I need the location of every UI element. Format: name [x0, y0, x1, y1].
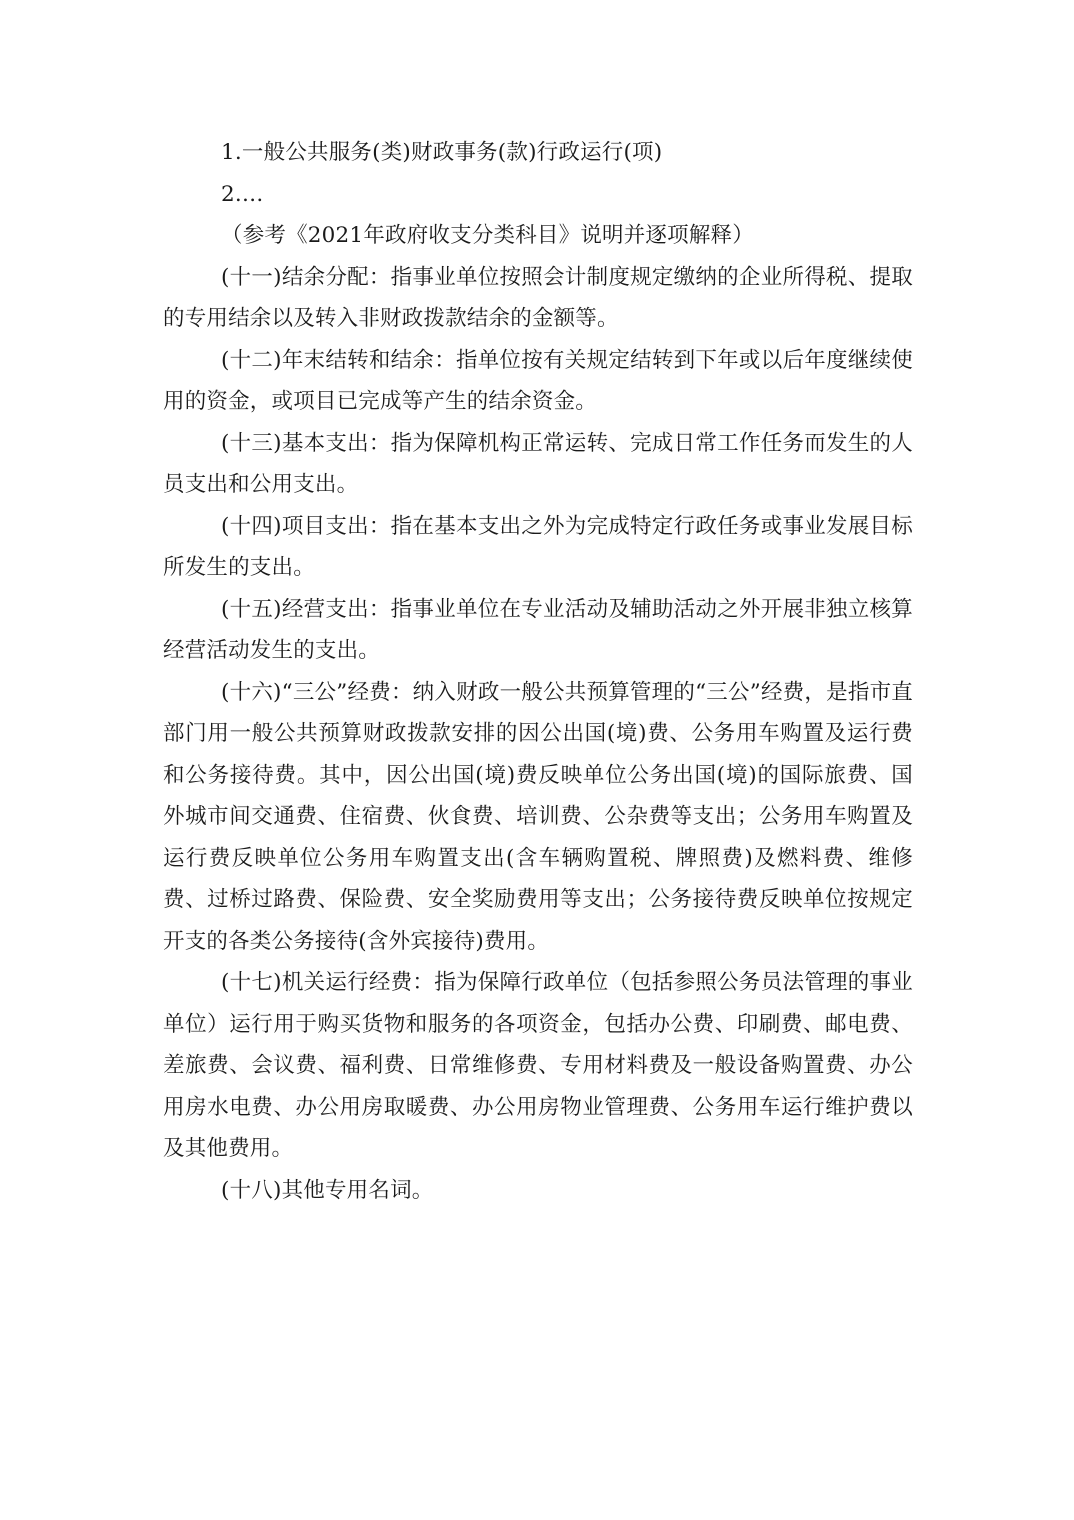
- definition-17: (十七)机关运行经费：指为保障行政单位（包括参照公务员法管理的事业单位）运行用于购买货物和服务的各项资金，包括办公费、印刷费、邮电费、差旅费、会议费、福利费、日常维修费、专用材料费及一般设备购置费、办公用房水电费、办公用房取暖费、办公用房物业管理费、公务用车运行维护费以及其他费用。: [163, 970, 913, 1161]
- reference-note: （参考《2021年政府收支分类科目》说明并逐项解释）: [221, 223, 754, 248]
- definition-11: (十一)结余分配：指事业单位按照会计制度规定缴纳的企业所得税、提取的专用结余以及转入非财政拨款结余的金额等。: [163, 264, 913, 331]
- definition-13: (十三)基本支出：指为保障机构正常运转、完成日常工作任务而发生的人员支出和公用支出。: [163, 430, 913, 497]
- definition-18: (十八)其他专用名词。: [221, 1177, 434, 1203]
- list-item-2: 2.…: [221, 181, 264, 207]
- document-page: [163, 132, 913, 1211]
- definition-16: (十六)“三公”经费：纳入财政一般公共预算管理的“三公”经费，是指市直部门用一般公共预算财政拨款安排的因公出国(境)费、公务用车购置及运行费和公务接待费。其中，因公出国(境)费反映单位公务出国(境)的国际旅费、国外城市间交通费、住宿费、伙食费、培训费、公杂费等支出；公务用车购置及运行费反映单位公务用车购置支出(含车辆购置税、牌照费)及燃料费、维修费、过桥过路费、保险费、安全奖励费用等支出；公务接待费反映单位按规定开支的各类公务接待(含外宾接待)费用。: [163, 679, 913, 954]
- list-item-1: 1.一般公共服务(类)财政事务(款)行政运行(项): [221, 140, 663, 165]
- definition-15: (十五)经营支出：指事业单位在专业活动及辅助活动之外开展非独立核算经营活动发生的支出。: [163, 596, 913, 663]
- definition-14: (十四)项目支出：指在基本支出之外为完成特定行政任务或事业发展目标所发生的支出。: [163, 513, 913, 580]
- definition-12: (十二)年末结转和结余：指单位按有关规定结转到下年或以后年度继续使用的资金，或项目已完成等产生的结余资金。: [163, 347, 913, 414]
